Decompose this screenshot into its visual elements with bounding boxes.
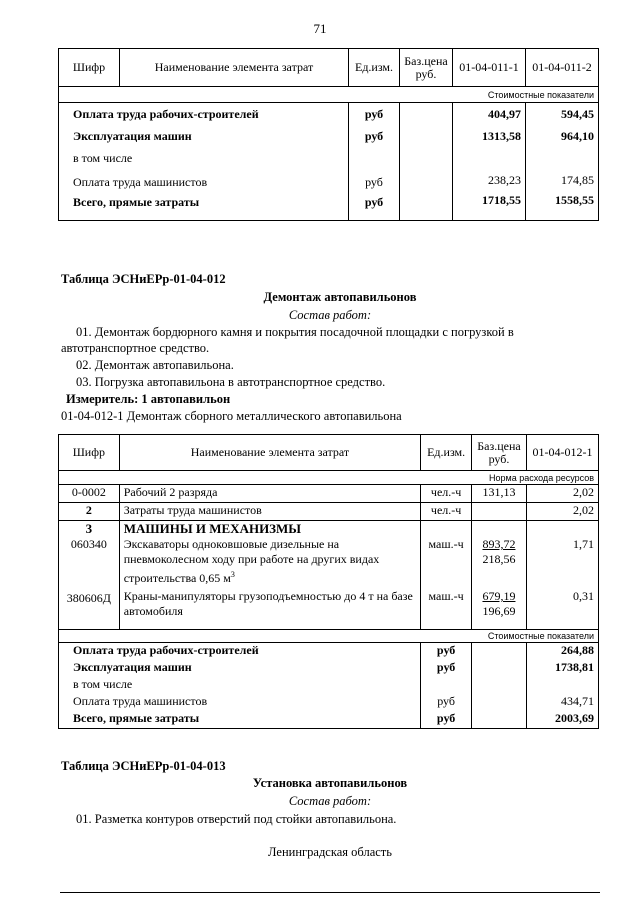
row-value: 0,31 [526,587,598,629]
cost-value: 264,88 [526,642,598,660]
row-name: Оплата труда рабочих-строителей [59,103,349,125]
row-value: 2,02 [526,485,598,503]
header-name: Наименование элемента затрат [119,435,420,471]
row-name: Оплата труда машинистов [59,169,349,191]
header-unit: Ед.изм. [349,49,400,87]
row-unit: руб [349,169,400,191]
row-value-2: 174,85 [526,169,599,191]
row-code: 380606Д [59,587,120,629]
row-value-1: 404,97 [453,103,526,125]
row-unit: маш.-ч [421,587,472,629]
row-name: Экскаваторы одноковшовые дизельные на пневмоколесном ходу при работе на других видах строительства 0,65 $м^3$ [119,537,420,587]
row-value-1: 1718,55 [453,191,526,221]
header-code: Шифр [59,435,120,471]
cost-name: Оплата труда рабочих-строителей [59,642,421,660]
cost-unit: руб [421,711,472,728]
row-name: Эксплуатация машин [59,125,349,147]
row-price: 131,13 [472,485,527,503]
cost-name: Всего, прямые затраты [59,711,421,728]
row-code: 3 [59,521,120,538]
cost-value: 434,71 [526,694,598,711]
row-unit: руб [349,103,400,125]
table-title: Таблица ЭСНиЕРр-01-04-013 [61,759,226,773]
item-line: 01-04-012-1 Демонтаж сборного металлического автопавильона [61,409,402,423]
row-name: Рабочий 2 разряда [119,485,420,503]
header-code: Шифр [59,49,120,87]
row-unit: маш.-ч [421,537,472,587]
cost-value: 2003,69 [526,711,598,728]
subheader-norm: Норма расхода ресурсов [59,471,599,485]
header-base-price: Баз.цена руб. [400,49,453,87]
row-name: Всего, прямые затраты [59,191,349,221]
row-value: 2,02 [526,503,598,521]
header-base-price: Баз.цена руб. [472,435,527,471]
work-item: 02. Демонтаж автопавильона. [76,358,234,372]
row-value-2: 964,10 [526,125,599,147]
row-name: Затраты труда машинистов [119,503,420,521]
subheader-cost: Стоимостные показатели [59,87,599,103]
cost-unit: руб [421,642,472,660]
section-subtitle: Состав работ: [288,308,372,322]
row-code: 060340 [59,537,120,587]
row-value-2: 594,45 [526,103,599,125]
row-unit: чел.-ч [421,485,472,503]
cost-table-011 [58,48,599,221]
header-unit: Ед.изм. [421,435,472,471]
row-value-2: 1558,55 [526,191,599,221]
cost-unit: руб [421,660,472,677]
row-unit: чел.-ч [421,503,472,521]
bottom-divider [60,892,600,893]
row-unit: руб [349,125,400,147]
work-item: 01. Разметка контуров отверстий под стойки автопавильона. [76,812,397,826]
work-item: автотранспортное средство. [61,341,210,355]
cost-name: Оплата труда машинистов [59,694,421,711]
section-title: Установка автопавильонов [252,776,408,790]
cost-unit: руб [421,694,472,711]
work-item: 03. Погрузка автопавильона в автотранспортное средство. [76,375,386,389]
row-price: 893,72 218,56 [472,537,527,587]
row-value: 1,71 [526,537,598,587]
header-col1: 01-04-011-1 [453,49,526,87]
row-unit: руб [349,191,400,221]
resource-table-012 [58,434,599,729]
cost-value: 1738,81 [526,660,598,677]
row-value-1: 238,23 [453,169,526,191]
work-item: 01. Демонтаж бордюрного камня и покрытия посадочной площадки с погрузкой в [76,325,514,339]
page-number: 71 [313,21,327,36]
header-col1: 01-04-012-1 [526,435,598,471]
row-code: 2 [59,503,120,521]
row-name: Краны-манипуляторы грузоподъемностью до 4 т на базе автомобиля [119,587,420,629]
row-price: 679,19 196,69 [472,587,527,629]
section-title: Демонтаж автопавильонов [263,290,417,304]
footer-region: Ленинградская область [268,845,392,859]
cost-name: в том числе [59,677,421,694]
table-title: Таблица ЭСНиЕРр-01-04-012 [61,272,226,286]
row-name: МАШИНЫ И МЕХАНИЗМЫ [119,521,420,538]
row-name: в том числе [59,147,349,169]
row-code: 0-0002 [59,485,120,503]
header-col2: 01-04-011-2 [526,49,599,87]
meter: Измеритель: 1 автопавильон [66,392,231,406]
row-value-1: 1313,58 [453,125,526,147]
section-subtitle: Состав работ: [288,794,372,808]
header-name: Наименование элемента затрат [120,49,349,87]
cost-name: Эксплуатация машин [59,660,421,677]
subheader-cost: Стоимостные показатели [59,629,599,642]
